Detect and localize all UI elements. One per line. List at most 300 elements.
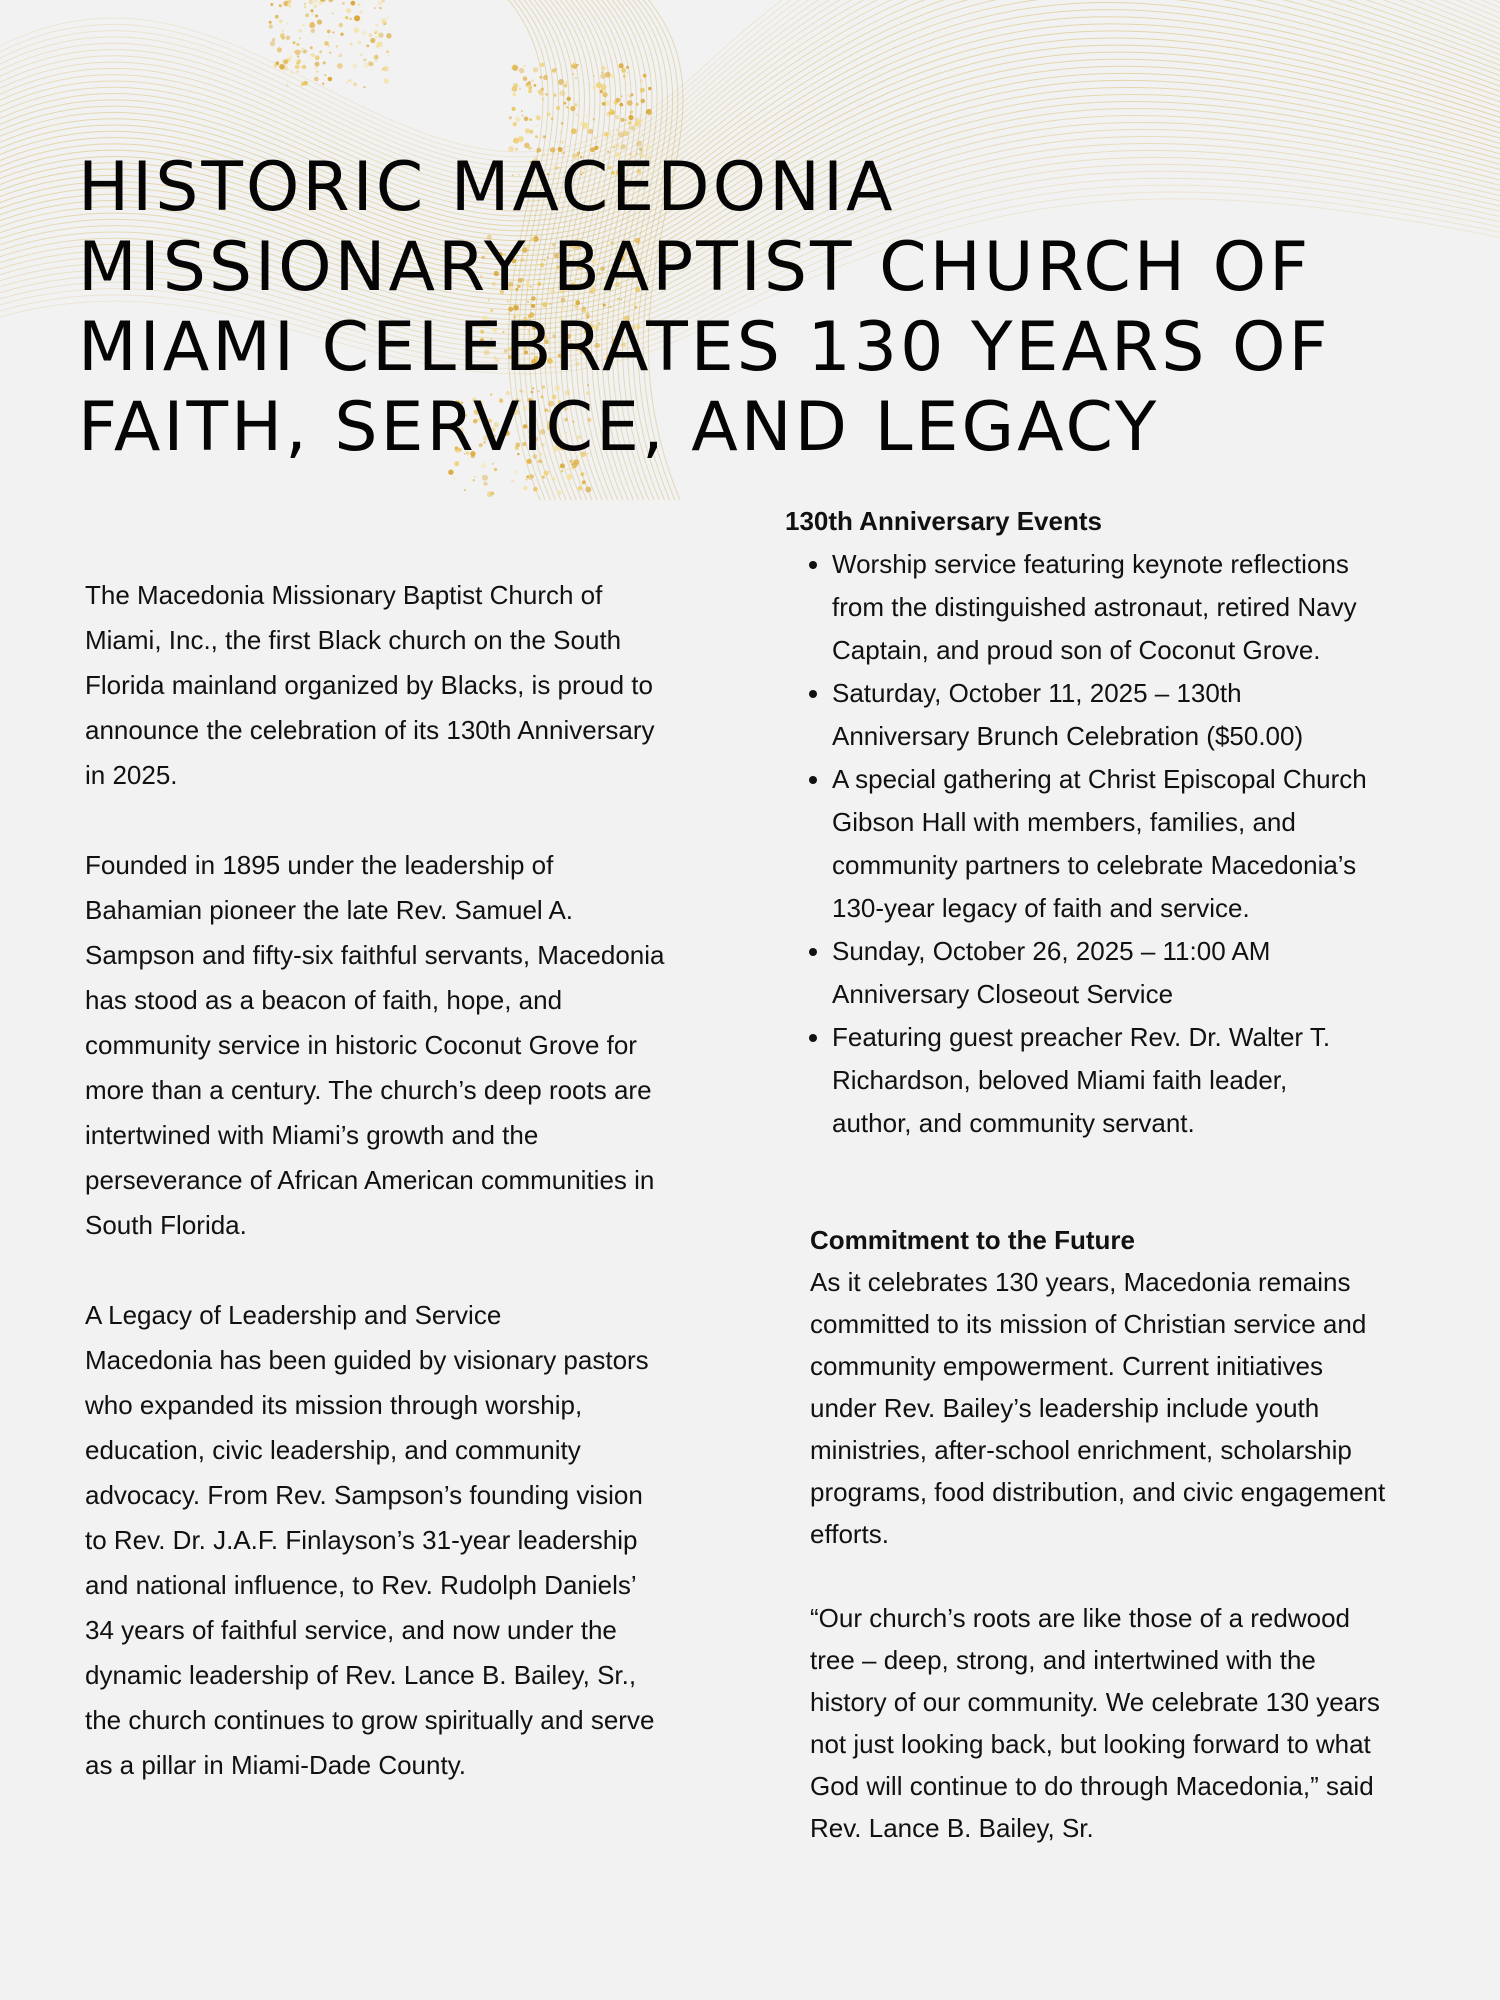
glitter-dot — [293, 50, 295, 52]
glitter-dot — [628, 115, 633, 120]
glitter-dot — [589, 84, 591, 86]
glitter-dot — [580, 121, 585, 126]
glitter-dot — [585, 487, 591, 493]
glitter-dot — [328, 0, 333, 2]
glitter-dot — [615, 115, 619, 119]
glitter-dot — [630, 126, 634, 130]
glitter-dot — [473, 479, 475, 481]
text-line: in 2025. — [85, 760, 178, 790]
glitter-dot — [618, 132, 623, 137]
future-section — [810, 1219, 1470, 1891]
glitter-dot — [269, 24, 273, 28]
glitter-dot — [374, 55, 379, 60]
glitter-dot — [509, 116, 512, 119]
text-line: community partners to celebrate Macedonia’s — [832, 850, 1357, 880]
glitter-dot — [316, 71, 318, 73]
glitter-dot — [552, 68, 557, 73]
title-line: MIAMI CELEBRATES 130 YEARS OF — [78, 308, 1331, 387]
glitter-dot — [582, 128, 584, 130]
glitter-dot — [281, 30, 284, 33]
glitter-dot — [636, 103, 639, 106]
event-item — [832, 543, 1475, 672]
glitter-dot — [290, 55, 293, 58]
glitter-dot — [620, 118, 624, 122]
glitter-dot — [388, 54, 390, 56]
glitter-dot — [561, 470, 564, 473]
glitter-dot — [375, 24, 378, 27]
glitter-dot — [322, 83, 324, 85]
text-line: Miami, Inc., the first Black church on the South — [85, 625, 622, 655]
glitter-dot — [528, 89, 532, 93]
glitter-dot — [302, 48, 304, 50]
glitter-dot — [627, 100, 633, 106]
glitter-dot — [324, 41, 329, 46]
glitter-dot — [545, 93, 548, 96]
glitter-dot — [363, 86, 365, 88]
founded-paragraph — [85, 843, 725, 1248]
glitter-dot — [317, 19, 322, 24]
glitter-dot — [601, 84, 607, 90]
section-subheading: A Legacy of Leadership and Service — [85, 1300, 502, 1330]
glitter-dot — [572, 63, 576, 67]
glitter-dot — [304, 3, 306, 5]
text-line: God will continue to do through Macedonia,” said — [810, 1771, 1374, 1801]
glitter-dot — [514, 470, 517, 473]
event-item — [832, 672, 1475, 758]
glitter-dot — [561, 122, 564, 125]
glitter-dot — [378, 1, 383, 6]
text-line: intertwined with Miami’s growth and the — [85, 1120, 539, 1150]
text-line: The Macedonia Missionary Baptist Church of — [85, 580, 603, 610]
glitter-dot — [630, 111, 633, 114]
left-column — [85, 573, 725, 1833]
glitter-dot — [530, 474, 534, 478]
glitter-dot — [518, 489, 520, 491]
glitter-dot — [362, 31, 367, 36]
glitter-dot — [339, 23, 343, 27]
glitter-dot — [628, 121, 632, 125]
glitter-dot — [629, 95, 631, 97]
glitter-dot — [305, 13, 309, 17]
glitter-dot — [519, 88, 521, 90]
glitter-dot — [300, 50, 302, 52]
glitter-dot — [358, 3, 361, 6]
glitter-dot — [277, 47, 282, 52]
title-line: FAITH, SERVICE, AND LEGACY — [78, 388, 1160, 467]
text-line: who expanded its mission through worship, — [85, 1390, 583, 1420]
glitter-dot — [315, 62, 320, 67]
text-line: ministries, after-school enrichment, scholarship — [810, 1435, 1352, 1465]
text-line: Captain, and proud son of Coconut Grove. — [832, 635, 1321, 665]
glitter-dot — [623, 131, 629, 137]
text-line: Rev. Lance B. Bailey, Sr. — [810, 1813, 1094, 1843]
glitter-dot — [357, 41, 361, 45]
glitter-dot — [643, 74, 647, 78]
glitter-dot — [511, 479, 514, 482]
glitter-dot — [605, 101, 610, 106]
glitter-dot — [297, 55, 299, 57]
glitter-dot — [625, 119, 627, 121]
glitter-dot — [565, 81, 569, 85]
glitter-dot — [626, 83, 628, 85]
glitter-dot — [295, 50, 301, 56]
glitter-dot — [558, 79, 564, 85]
glitter-dot — [571, 128, 577, 134]
glitter-dot — [551, 117, 554, 120]
glitter-dot — [291, 71, 294, 74]
glitter-dot — [512, 107, 516, 111]
glitter-dot — [382, 0, 385, 2]
glitter-dot — [626, 66, 629, 69]
glitter-dot — [274, 64, 278, 68]
text-line: • Saturday, October 11, 2025 – 130th — [832, 678, 1242, 708]
glitter-dot — [324, 74, 326, 76]
page-title — [78, 148, 1458, 468]
glitter-dot — [387, 17, 389, 19]
glitter-dot — [383, 66, 389, 72]
glitter-dot — [519, 68, 524, 73]
glitter-dot — [617, 79, 619, 81]
glitter-dot — [588, 129, 593, 134]
glitter-dot — [512, 65, 518, 71]
glitter-dot — [298, 29, 302, 33]
glitter-dot — [636, 141, 642, 147]
text-line: the church continues to grow spiritually and serve — [85, 1705, 655, 1735]
glitter-dot — [351, 1, 356, 6]
glitter-dot — [527, 85, 530, 88]
glitter-dot — [576, 64, 578, 66]
glitter-dot — [284, 59, 288, 63]
glitter-dot — [563, 102, 566, 105]
glitter-dot — [593, 118, 595, 120]
glitter-dot — [616, 129, 618, 131]
glitter-dot — [601, 72, 603, 74]
text-line: Anniversary Brunch Celebration ($50.00) — [832, 721, 1304, 751]
glitter-dot — [364, 63, 369, 68]
glitter-dot — [494, 468, 497, 471]
glitter-dot — [529, 118, 532, 121]
glitter-dot — [626, 72, 628, 74]
glitter-dot — [544, 471, 549, 476]
event-item — [832, 930, 1475, 1016]
glitter-dot — [567, 97, 571, 101]
glitter-dot — [513, 83, 518, 88]
glitter-dot — [576, 114, 578, 116]
glitter-dot — [375, 36, 378, 39]
glitter-dot — [523, 65, 525, 67]
glitter-dot — [608, 129, 610, 131]
text-line: 34 years of faithful service, and now under the — [85, 1615, 617, 1645]
text-line: South Florida. — [85, 1210, 247, 1240]
glitter-dot — [534, 84, 537, 87]
glitter-dot — [474, 476, 476, 478]
glitter-dot — [574, 103, 577, 106]
text-line: Sampson and fifty-six faithful servants, Macedonia — [85, 940, 665, 970]
text-line: advocacy. From Rev. Sampson’s founding vision — [85, 1480, 643, 1510]
glitter-dot — [315, 15, 318, 18]
glitter-dot — [340, 33, 343, 36]
glitter-dot — [614, 144, 617, 147]
glitter-dot — [314, 77, 319, 82]
events-heading: 130th Anniversary Events — [785, 506, 1102, 536]
glitter-dot — [646, 109, 652, 115]
glitter-dot — [567, 468, 569, 470]
glitter-dot — [602, 90, 605, 93]
glitter-dot — [332, 31, 334, 33]
glitter-dot — [513, 138, 519, 144]
text-line: efforts. — [810, 1519, 890, 1549]
text-line: Macedonia has been guided by visionary pastors — [85, 1345, 649, 1375]
glitter-dot — [561, 140, 564, 143]
glitter-dot — [535, 135, 538, 138]
glitter-dot — [303, 50, 307, 54]
glitter-dot — [369, 34, 373, 38]
glitter-dot — [515, 117, 520, 122]
glitter-dot — [484, 482, 488, 486]
glitter-dot — [270, 41, 275, 46]
glitter-dot — [560, 90, 566, 96]
glitter-dot — [514, 125, 516, 127]
glitter-dot — [374, 7, 376, 9]
glitter-dot — [328, 77, 333, 82]
glitter-dot — [345, 16, 348, 19]
glitter-dot — [378, 33, 383, 38]
glitter-dot — [375, 60, 377, 62]
glitter-dot — [329, 52, 331, 54]
glitter-dot — [523, 76, 528, 81]
glitter-dot — [524, 117, 529, 122]
glitter-dot — [593, 86, 596, 89]
glitter-dot — [363, 59, 366, 62]
glitter-dot — [328, 35, 330, 37]
text-line: not just looking back, but looking forward to what — [810, 1729, 1371, 1759]
glitter-dot — [552, 477, 556, 481]
glitter-dot — [379, 7, 381, 9]
future-paragraph — [810, 1261, 1470, 1555]
glitter-dot — [360, 54, 362, 56]
glitter-dot — [543, 75, 548, 80]
glitter-dot — [572, 73, 574, 75]
glitter-dot — [360, 10, 363, 13]
text-line: “Our church’s roots are like those of a redwood — [810, 1603, 1351, 1633]
glitter-dot — [548, 471, 550, 473]
glitter-dot — [619, 103, 623, 107]
glitter-dot — [557, 491, 561, 495]
glitter-dot — [512, 93, 516, 97]
text-line: programs, food distribution, and civic engagement — [810, 1477, 1386, 1507]
anniversary-events-section — [785, 500, 1475, 1145]
glitter-dot — [353, 82, 357, 86]
glitter-dot — [311, 53, 315, 57]
glitter-dot — [640, 79, 643, 82]
glitter-dot — [376, 43, 380, 47]
glitter-dot — [309, 0, 314, 4]
glitter-dot — [339, 54, 343, 58]
text-line: Founded in 1895 under the leadership of — [85, 850, 554, 880]
text-line: has stood as a beacon of faith, hope, and — [85, 985, 563, 1015]
glitter-dot — [310, 46, 313, 49]
glitter-dot — [323, 61, 326, 64]
title-line: HISTORIC MACEDONIA — [78, 148, 896, 227]
glitter-dot — [621, 68, 626, 73]
glitter-dot — [346, 81, 348, 83]
glitter-dot — [299, 38, 301, 40]
glitter-dot — [296, 71, 298, 73]
glitter-dot — [547, 112, 551, 116]
glitter-dot — [296, 43, 299, 46]
glitter-dot — [557, 141, 559, 143]
glitter-dot — [311, 13, 314, 16]
glitter-dot — [619, 63, 624, 68]
text-line: • Sunday, October 26, 2025 – 11:00 AM — [832, 936, 1271, 966]
title-line: MISSIONARY BAPTIST CHURCH OF — [78, 228, 1312, 307]
glitter-dot — [536, 115, 541, 120]
glitter-dot — [314, 5, 317, 8]
glitter-dot — [287, 23, 289, 25]
glitter-dot — [585, 115, 587, 117]
glitter-dot — [366, 45, 369, 48]
glitter-dot — [315, 55, 320, 60]
glitter-dot — [539, 91, 544, 96]
glitter-dot — [541, 88, 544, 91]
glitter-dot — [293, 41, 296, 44]
text-line: author, and community servant. — [832, 1108, 1195, 1138]
glitter-dot — [314, 0, 318, 3]
glitter-dot — [542, 135, 545, 138]
text-line: history of our community. We celebrate 130 years — [810, 1687, 1380, 1717]
glitter-dot — [309, 22, 315, 28]
text-line: as a pillar in Miami-Dade County. — [85, 1750, 466, 1780]
glitter-dot — [521, 114, 523, 116]
glitter-dot — [491, 492, 494, 495]
text-line: dynamic leadership of Rev. Lance B. Bailey, Sr., — [85, 1660, 637, 1690]
text-line: education, civic leadership, and community — [85, 1435, 581, 1465]
intro-paragraph — [85, 573, 725, 798]
glitter-dot — [526, 478, 528, 480]
glitter-dot — [302, 24, 305, 27]
glitter-dot — [370, 38, 375, 43]
glitter-dot — [566, 106, 568, 108]
glitter-dot — [375, 32, 377, 34]
text-line: announce the celebration of its 130th Anniversary — [85, 715, 655, 745]
glitter-dot — [604, 132, 609, 137]
glitter-dot — [353, 64, 358, 69]
event-item — [832, 758, 1475, 930]
text-line: Richardson, beloved Miami faith leader, — [832, 1065, 1288, 1095]
glitter-dot — [453, 477, 455, 479]
glitter-dot — [575, 77, 577, 79]
glitter-dot — [297, 59, 301, 63]
glitter-dot — [311, 29, 315, 33]
glitter-dot — [526, 475, 529, 478]
glitter-dot — [275, 15, 279, 19]
glitter-dot — [621, 95, 623, 97]
glitter-dot — [553, 94, 556, 97]
glitter-dot — [346, 8, 351, 13]
glitter-dot — [570, 106, 575, 111]
glitter-dot — [539, 76, 542, 79]
glitter-dot — [270, 3, 273, 6]
glitter-dot — [386, 33, 391, 38]
text-line: • Worship service featuring keynote reflections — [832, 549, 1349, 579]
glitter-dot — [641, 134, 643, 136]
glitter-dot — [525, 128, 530, 133]
text-line: and national influence, to Rev. Rudolph Daniels’ — [85, 1570, 637, 1600]
glitter-dot — [581, 472, 585, 476]
glitter-dot — [336, 45, 338, 47]
glitter-dot — [640, 88, 645, 93]
glitter-dot — [593, 75, 595, 77]
glitter-dot — [315, 67, 317, 69]
glitter-dot — [319, 50, 322, 53]
text-line: tree – deep, strong, and intertwined with the — [810, 1645, 1316, 1675]
text-line: 130-year legacy of faith and service. — [832, 893, 1250, 923]
text-line: community empowerment. Current initiatives — [810, 1351, 1323, 1381]
events-list — [785, 543, 1475, 1145]
glitter-dot — [521, 110, 523, 112]
glitter-dot — [542, 98, 544, 100]
text-line: Anniversary Closeout Service — [832, 979, 1174, 1009]
glitter-dot — [641, 99, 646, 104]
glitter-dot — [381, 18, 386, 23]
glitter-dot — [540, 63, 544, 67]
glitter-dot — [354, 27, 359, 32]
glitter-dot — [350, 43, 353, 46]
glitter-dot — [342, 2, 345, 5]
glitter-dot — [542, 476, 545, 479]
glitter-dot — [536, 124, 538, 126]
glitter-dot — [318, 1, 322, 5]
glitter-dot — [281, 4, 283, 6]
glitter-dot — [582, 480, 586, 484]
glitter-dot — [354, 15, 360, 21]
text-line: committed to its mission of Christian service and — [810, 1309, 1367, 1339]
text-line: community service in historic Coconut Grove for — [85, 1030, 637, 1060]
glitter-dot — [523, 486, 527, 490]
glitter-dot — [566, 474, 572, 480]
glitter-dot — [301, 82, 305, 86]
glitter-dot — [533, 487, 538, 492]
text-line: from the distinguished astronaut, retired Navy — [832, 592, 1357, 622]
text-line: As it celebrates 130 years, Macedonia remains — [810, 1267, 1351, 1297]
glitter-dot — [287, 2, 292, 7]
glitter-dot — [564, 84, 567, 87]
glitter-dot — [302, 65, 306, 69]
glitter-dot — [577, 129, 579, 131]
event-item — [832, 1016, 1475, 1145]
glitter-dot — [609, 109, 612, 112]
glitter-dot — [609, 133, 612, 136]
glitter-dot — [623, 75, 626, 78]
glitter-dot — [332, 13, 334, 15]
glitter-dot — [556, 106, 560, 110]
glitter-dot — [528, 81, 530, 83]
text-line: more than a century. The church’s deep roots are — [85, 1075, 652, 1105]
text-line: to Rev. Dr. J.A.F. Finlayson’s 31-year leadership — [85, 1525, 638, 1555]
glitter-dot — [327, 30, 331, 34]
glitter-dot — [337, 63, 343, 69]
glitter-dot — [605, 72, 611, 78]
glitter-dot — [287, 84, 289, 86]
glitter-dot — [488, 491, 491, 494]
glitter-dot — [349, 18, 351, 20]
glitter-dot — [350, 80, 352, 82]
glitter-dot — [272, 38, 276, 42]
glitter-dot — [384, 78, 389, 83]
glitter-dot — [464, 489, 466, 491]
glitter-dot — [531, 79, 534, 82]
glitter-dot — [280, 33, 285, 38]
